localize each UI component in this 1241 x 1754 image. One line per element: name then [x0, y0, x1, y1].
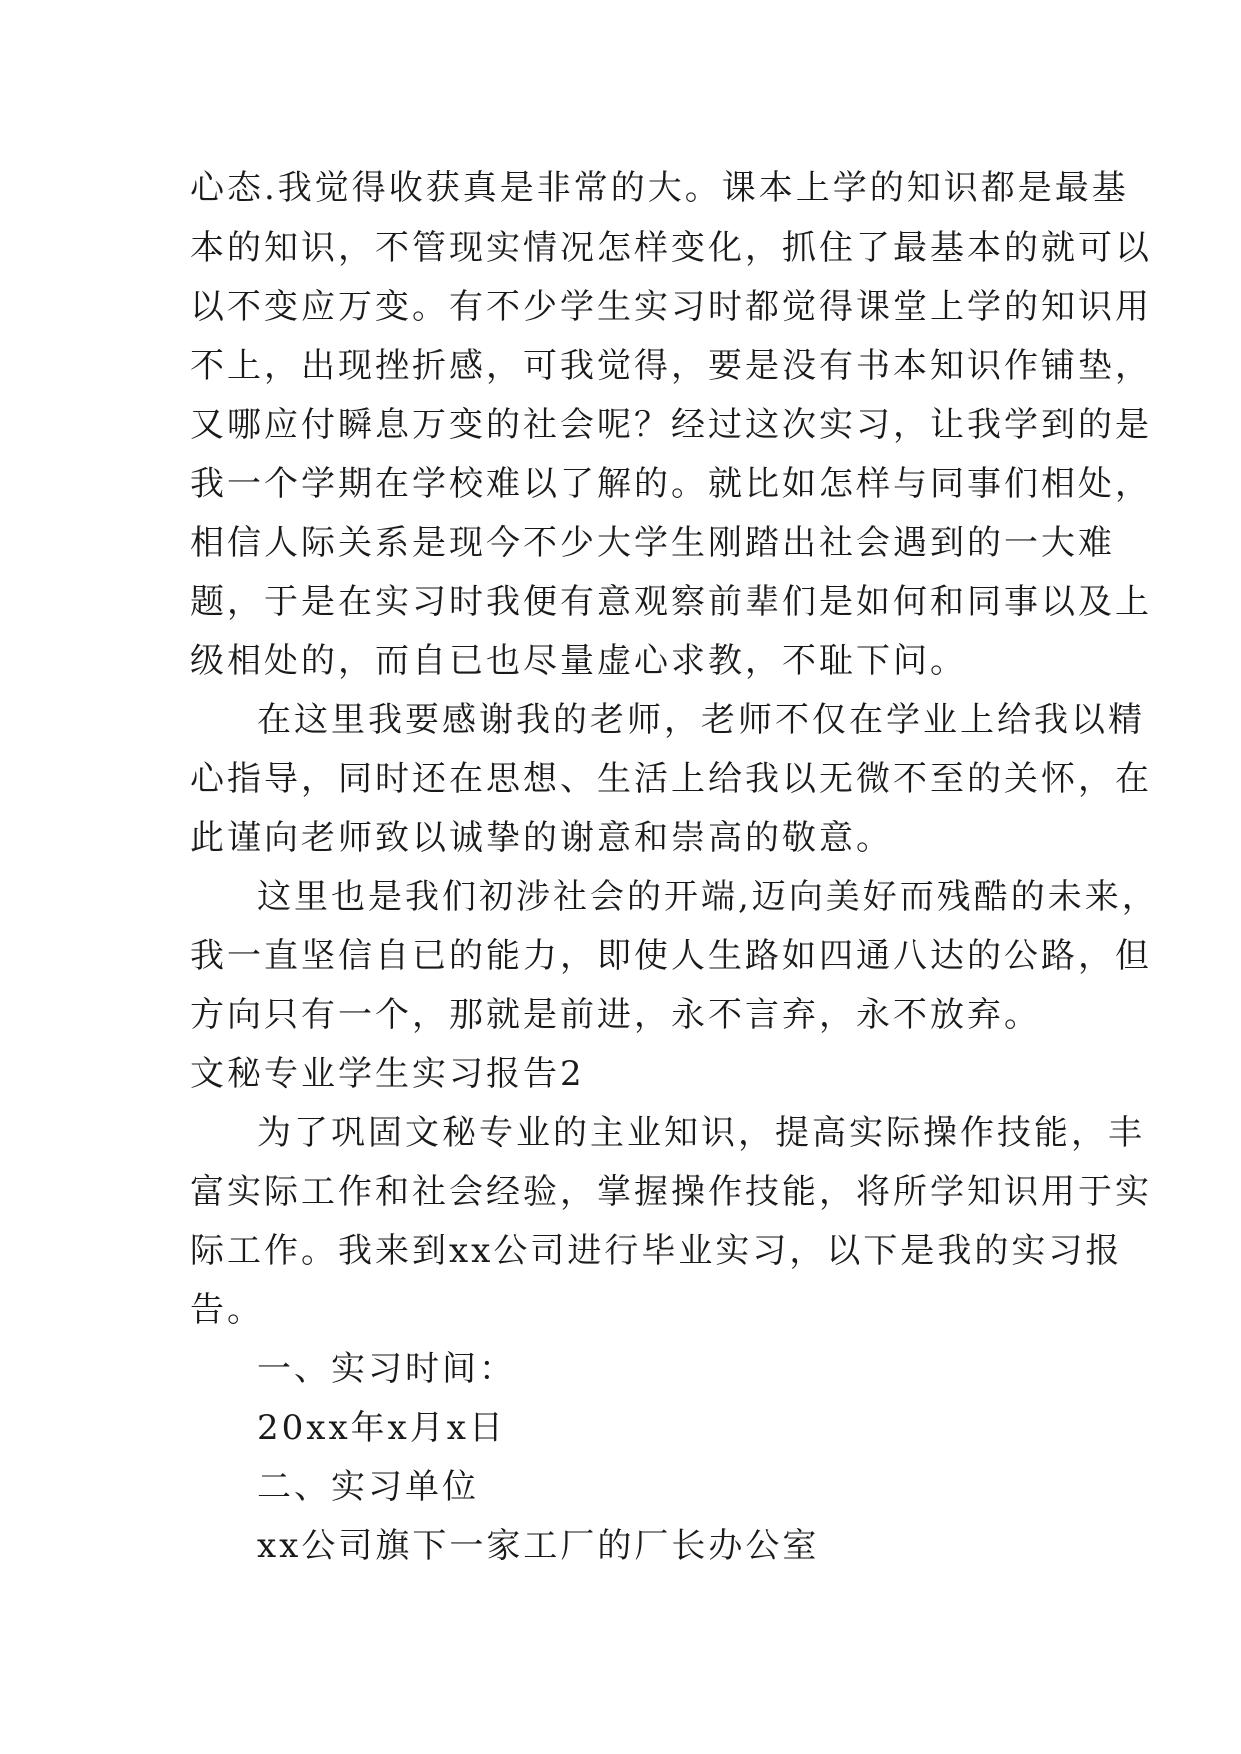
list-item: xx公司旗下一家工厂的厂长办公室: [257, 1526, 820, 1566]
paragraph-line: 又哪应付瞬息万变的社会呢？经过这次实习，让我学到的是: [190, 405, 1152, 445]
list-item: 二、实习单位: [257, 1467, 479, 1507]
list-item: 一、实习时间：: [257, 1349, 516, 1389]
paragraph-line: 为了巩固文秘专业的主业知识，提高实际操作技能，丰: [257, 1113, 1145, 1153]
paragraph-line: 题，于是在实习时我便有意观察前辈们是如何和同事以及上: [190, 582, 1152, 622]
paragraph-line: 我一个学期在学校难以了解的。就比如怎样与同事们相处，: [190, 464, 1152, 504]
paragraph-line: 相信人际关系是现今不少大学生刚踏出社会遇到的一大难: [190, 523, 1115, 563]
paragraph-line: 心指导，同时还在思想、生活上给我以无微不至的关怀，在: [190, 759, 1152, 799]
paragraph-line: 这里也是我们初涉社会的开端,迈向美好而残酷的未来，: [257, 877, 1159, 917]
paragraph-line: 以不变应万变。有不少学生实习时都觉得课堂上学的知识用: [190, 287, 1152, 327]
paragraph-line: 我一直坚信自已的能力，即使人生路如四通八达的公路，但: [190, 936, 1152, 976]
paragraph-line: 告。: [190, 1290, 264, 1330]
paragraph-line: 此谨向老师致以诚挚的谢意和崇高的敬意。: [190, 818, 893, 858]
paragraph-line: 本的知识，不管现实情况怎样变化，抓住了最基本的就可以: [190, 228, 1152, 268]
paragraph-line: 际工作。我来到xx公司进行毕业实习，以下是我的实习报: [190, 1231, 1123, 1271]
paragraph-line: 不上，出现挫折感，可我觉得，要是没有书本知识作铺垫，: [190, 346, 1152, 386]
paragraph-line: 在这里我要感谢我的老师，老师不仅在学业上给我以精: [257, 700, 1145, 740]
paragraph-line: 富实际工作和社会经验，掌握操作技能，将所学知识用于实: [190, 1172, 1152, 1212]
paragraph-line: 心态.我觉得收获真是非常的大。课本上学的知识都是最基: [190, 168, 1129, 208]
list-item: 20xx年x月x日: [257, 1408, 506, 1448]
paragraph-line: 方向只有一个，那就是前进，永不言弃，永不放弃。: [190, 995, 1041, 1035]
paragraph-line: 级相处的，而自已也尽量虚心求教，不耻下问。: [190, 641, 967, 681]
section-heading: 文秘专业学生实习报告2: [190, 1054, 585, 1094]
